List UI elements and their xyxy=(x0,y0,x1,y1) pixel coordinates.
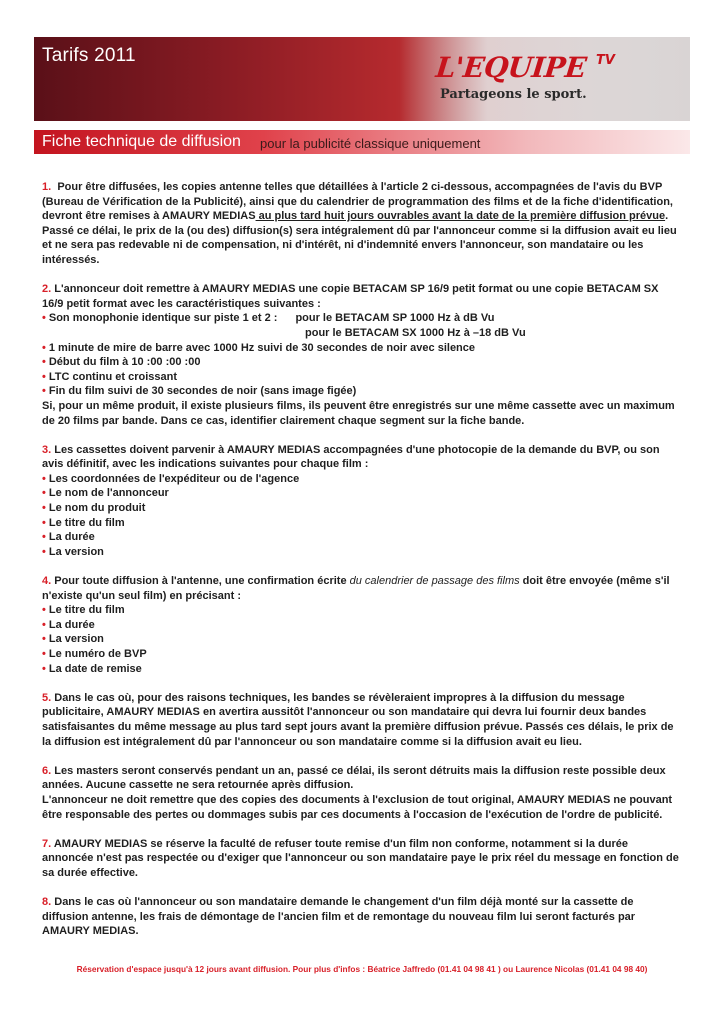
page-title: Tarifs 2011 xyxy=(42,45,136,66)
article-number: 7. xyxy=(42,837,52,850)
list-item: • La version xyxy=(42,632,682,647)
section-title: Fiche technique de diffusion xyxy=(42,133,241,150)
spec-sx: pour le BETACAM SX 1000 Hz à –18 dB Vu xyxy=(305,326,526,339)
section-header xyxy=(34,130,690,154)
list-item: • Les coordonnées de l'expéditeur ou de l'agence xyxy=(42,472,682,487)
list-item: • La version xyxy=(42,545,682,560)
article-number: 3. xyxy=(42,443,52,456)
article-text-continued: doit être envoyée (même s'il n'existe qu'un seul film) en précisant : xyxy=(42,575,670,602)
logo-wordmark: L'EQUIPE xyxy=(434,51,588,84)
article-7 xyxy=(42,837,682,881)
article-number: 2. xyxy=(42,283,52,296)
list-item: • Le titre du film xyxy=(42,603,682,618)
article-5 xyxy=(42,691,682,749)
article-number: 4. xyxy=(42,575,52,588)
spec-sp: pour le BETACAM SP 1000 Hz à dB Vu xyxy=(295,312,495,325)
article-text-continued: . Passé ce délai, le prix de la (ou des) diffusion(s) sera intégralement dû par l'annonceur comme si la diffusion avait eu lieu et ne sera pas redevable ni de compensation, ni d'intérêt, ni d'indemnité envers l'annonceur, son mandataire ou les intéressés. xyxy=(42,210,677,266)
article-number: 8. xyxy=(42,896,52,909)
article-3 xyxy=(42,443,682,560)
logo-tv-mark: TV xyxy=(596,53,615,68)
article-text: Pour toute diffusion à l'antenne, une confirmation écrite xyxy=(54,575,350,588)
deadline-underlined: au plus tard huit jours ouvrables avant la date de la première diffusion prévue xyxy=(255,210,666,223)
article-number: 5. xyxy=(42,691,52,704)
logo-tagline: Partageons le sport. xyxy=(440,87,587,102)
article-outro: Si, pour un même produit, il existe plusieurs films, ils peuvent être enregistrés sur une même cassette avec un maximum de 20 films par bande. Dans ce cas, identifier clairement chaque segment sur la fiche bande. xyxy=(42,399,675,427)
list-item: • Le nom de l'annonceur xyxy=(42,486,682,501)
list-item: • La durée xyxy=(42,618,682,633)
article-number: 1. xyxy=(42,181,52,193)
article-text: AMAURY MEDIAS se réserve la faculté de refuser toute remise d'un film non conforme, notamment si la durée annoncée n'est pas respectée ou d'exiger que l'annonceur ou son mandataire paye le prix réel du message en fonction de sa durée effective. xyxy=(42,837,679,879)
article-text: Les masters seront conservés pendant un an, passé ce délai, ils seront détruits mais la diffusion reste possible deux années. Aucune cassette ne sera retournée après diffusion. xyxy=(42,764,666,792)
article-text: Dans le cas où, pour des raisons techniques, les bandes se révèleraient impropres à la diffusion du message publicitaire, AMAURY MEDIAS en avertira aussitôt l'annonceur ou son mandataire qui devra lui fournir deux bandes satisfaisantes du même message au plus tard sept jours avant la première diffusion prévue. Passés ces délais, le prix de la diffusion est intégralement dû par l'annonceur ou son mandataire comme si la diffusion avait eu lieu. xyxy=(42,691,674,748)
footer-contact: Réservation d'espace jusqu'à 12 jours avant diffusion. Pour plus d'infos : Béatrice Jaffredo (01.41 04 98 41 ) ou Laurence Nicolas (01.41 04 98 40) xyxy=(76,964,648,974)
bullet-item: • 1 minute de mire de barre avec 1000 Hz suivi de 30 secondes de noir avec silence xyxy=(42,341,682,356)
list-item: • La date de remise xyxy=(42,662,682,677)
list-item: • Le titre du film xyxy=(42,516,682,531)
article-6 xyxy=(42,764,682,822)
article-intro: L'annonceur doit remettre à AMAURY MEDIAS une copie BETACAM SP 16/9 petit format ou une copie BETACAM SX 16/9 petit format avec les caractéristiques suivantes : xyxy=(42,283,659,310)
lequipe-tv-logo xyxy=(400,37,690,121)
article-text-second: L'annonceur ne doit remettre que des copies des documents à l'exclusion de tout original, AMAURY MEDIAS ne pouvant être responsable des pertes ou dommages subis par ces documents à l'occasion de l'exécution de l'ordre de publicité. xyxy=(42,793,673,821)
document-body xyxy=(42,180,682,953)
section-subtitle: pour la publicité classique uniquement xyxy=(260,136,481,151)
italic-text: du calendrier de passage des films xyxy=(349,575,520,588)
bullet-item: • Début du film à 10 :00 :00 :00 xyxy=(42,355,682,370)
article-2 xyxy=(42,282,682,428)
article-text: Dans le cas où l'annonceur ou son mandataire demande le changement d'un film déjà monté sur la cassette de diffusion antenne, les frais de démontage de l'ancien film et de remontage du nouveau film lui seront facturés par AMAURY MEDIAS. xyxy=(42,896,636,938)
bullet-item: • Son monophonie identique sur piste 1 et 2 : pour le BETACAM SP 1000 Hz à dB Vu xyxy=(42,311,682,326)
header-banner xyxy=(34,37,690,121)
article-number: 6. xyxy=(42,764,52,777)
article-1 xyxy=(42,180,682,268)
bullet-item: • Fin du film suivi de 30 secondes de noir (sans image figée) xyxy=(42,384,682,399)
article-text: Pour être diffusées, les copies antenne telles que détaillées à l'article 2 ci-dessous, accompagnées de l'avis du BVP (Bureau de Vérification de la Publicité), ainsi que du calendrier de programmation des films et de la fiche d'identification, devront être remises à AMAURY MEDIAS xyxy=(42,181,673,223)
article-8 xyxy=(42,895,682,939)
article-intro: Les cassettes doivent parvenir à AMAURY MEDIAS accompagnées d'une photocopie de la demande du BVP, ou son avis définitif, avec les indications suivantes pour chaque film : xyxy=(42,443,660,471)
bullet-item: • LTC continu et croissant xyxy=(42,370,682,385)
list-item: • La durée xyxy=(42,530,682,545)
article-4 xyxy=(42,574,682,676)
list-item: • Le nom du produit xyxy=(42,501,682,516)
list-item: • Le numéro de BVP xyxy=(42,647,682,662)
